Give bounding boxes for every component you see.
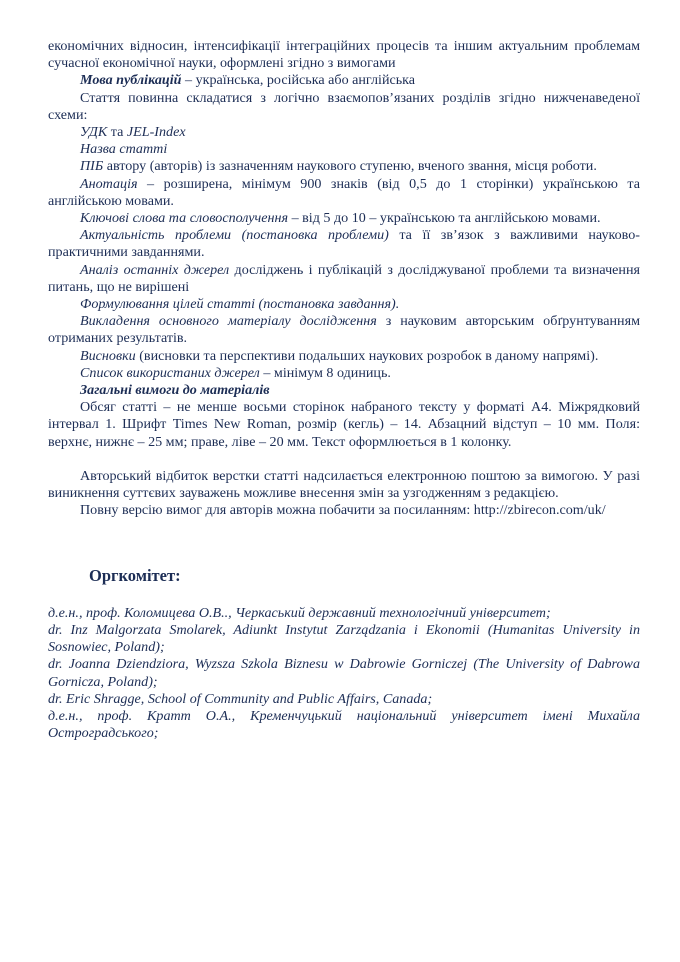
- org-member: dr. Inz Malgorzata Smolarek, Adiunkt Instytut Zarządzania i Ekonomii (Humanitas University in Sosnowiec, Poland);: [48, 621, 640, 656]
- references-term: Список використаних джерел: [80, 364, 260, 381]
- relevance-text: та її зв’язок з важливими науково-практичними завданнями.: [48, 227, 640, 261]
- annotation-text: – розширена, мінімум 900 знаків (від 0,5 до 1 сторінки) українською та англійською мовами.: [48, 175, 640, 209]
- references-text: – мінімум 8 одиниць.: [259, 364, 391, 381]
- language-term: Мова публікацій: [80, 72, 182, 89]
- annotation-term: Анотація: [80, 175, 138, 192]
- jel-term: JEL-Index: [126, 124, 186, 141]
- structure-intro-paragraph: Стаття повинна складатися з логічно взаємопов’язаних розділів згідно нижченаведеної схеми:: [48, 89, 640, 123]
- relevance-paragraph: [48, 227, 640, 261]
- main-material-term: Викладення основного матеріалу дослідження: [80, 313, 377, 330]
- full-version-link[interactable]: http://zbirecon.com/uk/: [473, 502, 606, 519]
- conclusions-term: Висновки: [80, 347, 136, 364]
- conclusions-text: (висновки та перспективи подальших наукових розробок в даному напрямі).: [135, 347, 599, 364]
- language-text: – українська, російська або англійська: [181, 72, 416, 89]
- references-paragraph: [48, 365, 640, 382]
- pib-paragraph: [48, 158, 640, 175]
- spacer: [48, 585, 640, 605]
- intro-paragraph: економічних відносин, інтенсифікації інтеграційних процесів та іншим актуальним проблемам сучасної економічної науки, оформлені згідно з вимогами: [48, 38, 640, 72]
- document-page: [48, 38, 640, 742]
- full-version-paragraph: [48, 502, 640, 519]
- relevance-term: Актуальність проблеми (постановка проблеми): [80, 227, 389, 244]
- full-version-text: Повну версію вимог для авторів можна побачити за посиланням:: [80, 502, 471, 519]
- org-committee-title: Оргкомітет:: [89, 566, 181, 586]
- title-item-paragraph: Назва статті: [80, 141, 168, 158]
- analysis-paragraph: [48, 262, 640, 296]
- udk-paragraph: [48, 124, 640, 141]
- keywords-term: Ключові слова та словосполучення: [80, 210, 289, 227]
- pib-text: автору (авторів) із зазначенням наукового ступеню, вченого звання, місця роботи.: [103, 158, 597, 175]
- main-material-text: з науковим авторським обґрунтуванням отриманих результатів.: [48, 313, 640, 347]
- proof-paragraph: Авторський відбиток верстки статті надсилається електронною поштою за вимогою. У разі виникнення суттєвих зауважень можливе внесення змін за узгодженням з редакцією.: [48, 467, 640, 502]
- pib-term: ПІБ: [80, 158, 104, 175]
- main-material-paragraph: [48, 313, 640, 347]
- keywords-paragraph: [48, 210, 640, 227]
- org-member: dr. Joanna Dziendziora, Wyzsza Szkola Biznesu w Dabrowie Gorniczej (The University of Dabrowa Gornicza, Poland);: [48, 656, 640, 690]
- org-committee-list: [48, 605, 640, 743]
- analysis-term: Аналіз останніх джерел: [80, 261, 230, 278]
- language-paragraph: [48, 72, 640, 89]
- udk-mid: та: [107, 124, 127, 141]
- keywords-text: – від 5 до 10 – українською та англійською мовами.: [288, 210, 601, 227]
- analysis-text: досліджень і публікацій з досліджуваної проблеми та визначення питань, що не вирішені: [48, 261, 640, 295]
- goals-paragraph: Формулювання цілей статті (постановка завдання).: [80, 296, 400, 313]
- general-requirements-heading: Загальні вимоги до матеріалів: [80, 382, 270, 399]
- org-member: д.е.н., проф. Кратт О.А., Кременчуцький національний університет імені Михайла Остроградського;: [48, 707, 640, 742]
- annotation-paragraph: [48, 176, 640, 210]
- volume-paragraph: Обсяг статті – не менше восьми сторінок набраного тексту у форматі А4. Міжрядковий інтервал 1. Шрифт Times New Roman, розмір (кегль) – 14. Абзацний відступ – 10 мм. Поля: верхнє, нижнє – 25 мм; праве, ліве – 20 мм. Текст оформлюється в 1 колонку.: [48, 399, 640, 450]
- udk-term: УДК: [80, 124, 108, 141]
- org-member: д.е.н., проф. Коломицева О.В.., Черкаський державний технологічний університет;: [48, 604, 551, 621]
- spacer: [48, 519, 640, 567]
- spacer: [48, 451, 640, 468]
- conclusions-paragraph: [48, 348, 640, 365]
- org-member: dr. Eric Shragge, School of Community and Public Affairs, Canada;: [48, 690, 433, 707]
